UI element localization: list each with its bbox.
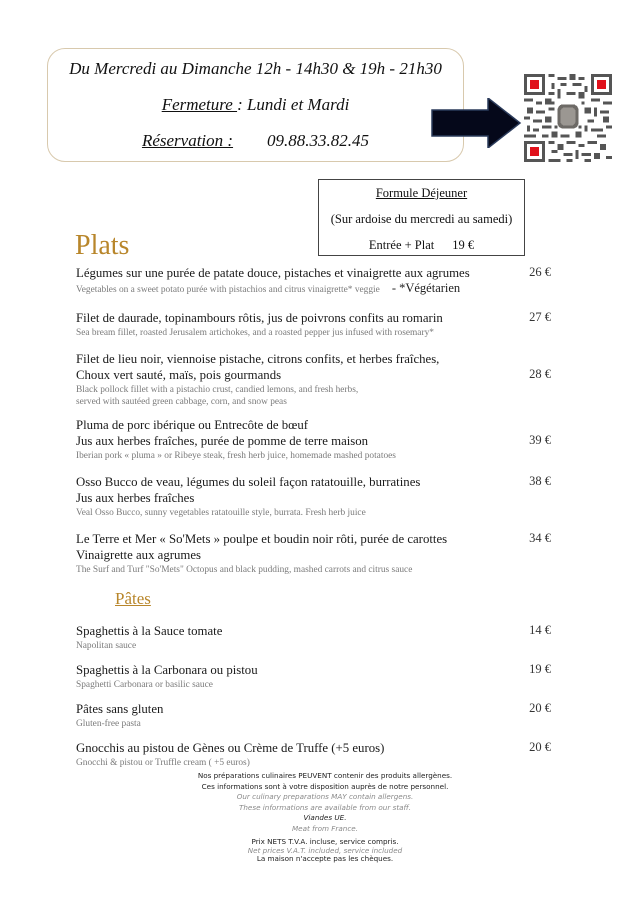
meat-origin-fr: Viandes UE. bbox=[303, 813, 347, 822]
dish-description: Vegetables on a sweet potato purée with pistachios and citrus vinaigrette* veggie - *Végétarien bbox=[76, 281, 461, 295]
menu-item bbox=[76, 740, 551, 769]
prices-fr: Prix NETS T.V.A. incluse, service compris. bbox=[251, 837, 399, 846]
menu-item bbox=[76, 662, 551, 691]
dish-description: Gluten-free pasta bbox=[76, 719, 141, 729]
menu-item bbox=[76, 265, 551, 296]
allergens-en-1: Our culinary preparations MAY contain allergens. bbox=[236, 792, 414, 801]
dish-description: Veal Osso Bucco, sunny vegetables ratatouille style, burrata. Fresh herb juice bbox=[76, 508, 366, 518]
dish-name-line2: Jus aux herbes fraîches, purée de pomme de terre maison bbox=[76, 434, 369, 448]
formula-offer-label: Entrée + Plat bbox=[368, 238, 435, 252]
opening-hours-box bbox=[47, 48, 464, 162]
formula-offer bbox=[319, 238, 524, 253]
closing-days bbox=[48, 95, 463, 115]
menu-item bbox=[76, 623, 551, 652]
allergens-fr-2: Ces informations sont à votre disposition auprès de notre personnel. bbox=[201, 781, 449, 791]
dish-price: 20 € bbox=[529, 740, 551, 754]
dish-description: Black pollock fillet with a pistachio crust, candied lemons, and fresh herbs, bbox=[76, 385, 359, 395]
opening-hours: Du Mercredi au Dimanche 12h - 14h30 & 19h - 21h30 bbox=[69, 59, 442, 78]
reservation bbox=[48, 131, 463, 151]
dish-name: Filet de daurade, topinambours rôtis, jus de poivrons confits au romarin bbox=[76, 311, 443, 325]
section-title-pates: Pâtes bbox=[115, 589, 151, 608]
no-cheques: La maison n'accepte pas les chèques. bbox=[256, 854, 394, 863]
allergens-en-2: These informations are available from our staff. bbox=[238, 802, 412, 812]
dish-name: Spaghettis à la Carbonara ou pistou bbox=[76, 663, 258, 677]
reservation-phone[interactable]: 09.88.33.82.45 bbox=[267, 131, 370, 150]
menu-item bbox=[76, 310, 551, 339]
dish-price: 20 € bbox=[529, 701, 551, 715]
dish-name: Pluma de porc ibérique ou Entrecôte de bœuf bbox=[76, 418, 309, 432]
menu-item bbox=[76, 531, 551, 576]
dish-description: The Surf and Turf "So'Mets" Octopus and black pudding, mashed carrots and citrus sauce bbox=[76, 565, 413, 575]
closing-value: : Lundi et Mardi bbox=[237, 95, 350, 114]
dish-description: Spaghetti Carbonara or basilic sauce bbox=[76, 680, 213, 690]
dish-price: 26 € bbox=[529, 265, 551, 279]
formula-price: 19 € bbox=[452, 238, 475, 252]
menu-item bbox=[76, 351, 551, 408]
menu-item bbox=[76, 701, 551, 730]
footer-prices bbox=[150, 838, 500, 864]
dish-name: Pâtes sans gluten bbox=[76, 702, 164, 716]
dish-price: 28 € bbox=[529, 367, 551, 381]
dish-price: 27 € bbox=[529, 310, 551, 324]
dish-description: Gnocchi & pistou or Truffle cream ( +5 euros) bbox=[76, 758, 250, 768]
dish-name: Filet de lieu noir, viennoise pistache, citrons confits, et herbes fraîches, bbox=[76, 352, 440, 366]
dish-name-line2: Vinaigrette aux agrumes bbox=[76, 548, 202, 562]
arrow-right-icon bbox=[430, 98, 522, 148]
dish-name: Légumes sur une purée de patate douce, pistaches et vinaigrette aux agrumes bbox=[76, 266, 470, 280]
formula-title: Formule Déjeuner bbox=[375, 186, 468, 200]
dish-name: Gnocchis au pistou de Gènes ou Crème de Truffe (+5 euros) bbox=[76, 741, 385, 755]
dish-name-line2: Jus aux herbes fraîches bbox=[76, 491, 195, 505]
qr-code-icon[interactable] bbox=[524, 74, 612, 162]
dish-name: Le Terre et Mer « So'Mets » poulpe et boudin noir rôti, purée de carottes bbox=[76, 532, 448, 546]
formula-subtitle: (Sur ardoise du mercredi au samedi) bbox=[330, 212, 513, 226]
dish-description: Sea bream fillet, roasted Jerusalem artichokes, and a roasted pepper jus infused with rosemary* bbox=[76, 328, 434, 338]
allergens-fr-1: Nos préparations culinaires PEUVENT contenir des produits allergènes. bbox=[197, 771, 453, 780]
dish-name-line2: Choux vert sauté, maïs, pois gourmands bbox=[76, 368, 282, 382]
dish-price: 19 € bbox=[529, 662, 551, 676]
meat-origin-en: Meat from France. bbox=[291, 823, 358, 833]
dish-price: 34 € bbox=[529, 531, 551, 545]
dish-name: Osso Bucco de veau, légumes du soleil façon ratatouille, burratines bbox=[76, 475, 421, 489]
menu-item bbox=[76, 417, 551, 462]
dish-price: 38 € bbox=[529, 474, 551, 488]
reservation-label: Réservation : bbox=[141, 131, 234, 150]
prices-en: Net prices V.A.T. included, service included bbox=[247, 845, 403, 855]
section-title-plats: Plats bbox=[75, 230, 130, 261]
dish-description: Napolitan sauce bbox=[76, 641, 137, 651]
dish-price: 14 € bbox=[529, 623, 551, 637]
footer-notes bbox=[150, 771, 500, 834]
dish-price: 39 € bbox=[529, 433, 551, 447]
dish-description: Iberian pork « pluma » or Ribeye steak, fresh herb juice, homemade mashed potatoes bbox=[76, 451, 396, 461]
dish-description-line2: served with sautéed green cabbage, corn, and snow peas bbox=[76, 397, 287, 407]
lunch-formula-box bbox=[318, 179, 525, 256]
vegetarian-tag: - *Végétarien bbox=[391, 281, 461, 295]
menu-item bbox=[76, 474, 551, 519]
closing-label: Fermeture bbox=[161, 95, 238, 114]
dish-name: Spaghettis à la Sauce tomate bbox=[76, 624, 223, 638]
